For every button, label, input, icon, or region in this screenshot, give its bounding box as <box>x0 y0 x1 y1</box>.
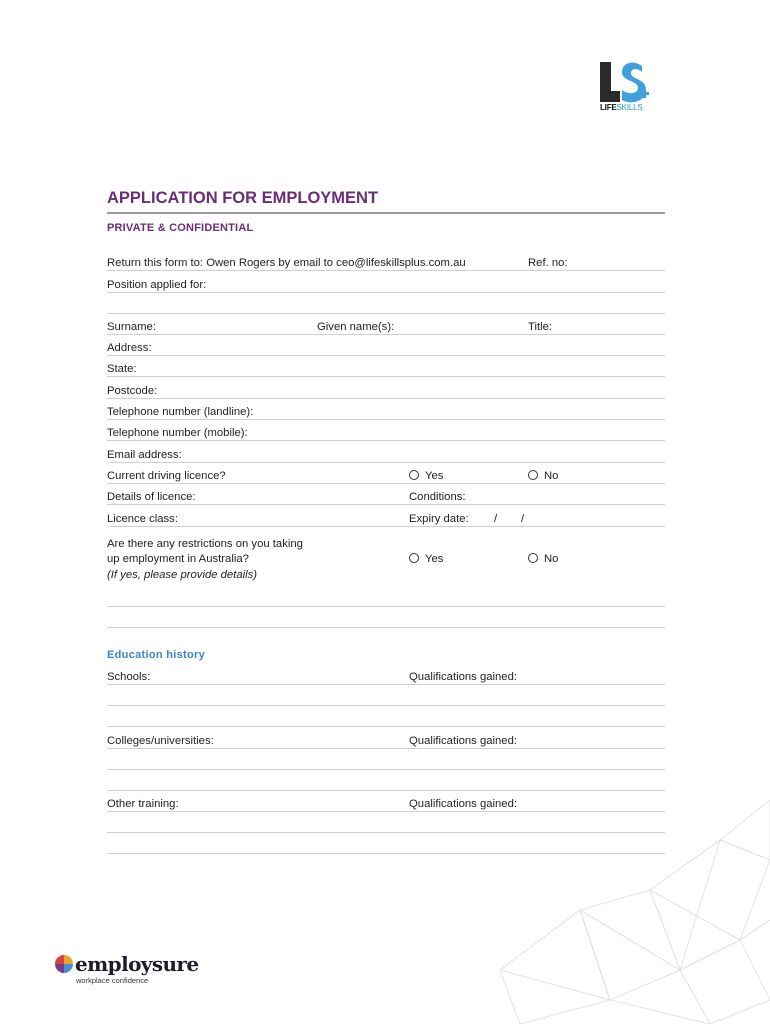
colleges-field[interactable] <box>107 790 665 791</box>
radio-icon[interactable] <box>409 553 419 563</box>
education-heading: Education history <box>107 649 205 661</box>
title-divider <box>107 212 665 214</box>
restrictions-no-label: No <box>544 553 559 565</box>
other-training-label: Other training: <box>107 798 179 810</box>
given-names-label: Given name(s): <box>317 321 395 333</box>
geometric-background-decoration <box>480 800 770 1024</box>
logo-skills: SKILLS <box>616 103 643 112</box>
radio-icon[interactable] <box>528 470 538 480</box>
postcode-field[interactable] <box>107 398 665 399</box>
other-qualifications-label: Qualifications gained: <box>409 798 518 810</box>
lifeskills-logo-text <box>600 103 642 112</box>
restrictions-no-option[interactable] <box>528 553 558 565</box>
restrictions-details-field[interactable] <box>107 627 665 628</box>
restrictions-question-1: Are there any restrictions on you taking <box>107 538 303 550</box>
colleges-qualifications-label: Qualifications gained: <box>409 735 518 747</box>
position-label: Position applied for: <box>107 279 207 291</box>
position-field[interactable] <box>107 292 665 293</box>
ref-no-label: Ref. no: <box>528 257 568 269</box>
colleges-field[interactable] <box>107 748 665 749</box>
driving-licence-divider <box>107 483 665 484</box>
position-field-extra[interactable] <box>107 313 665 314</box>
licence-details-field[interactable] <box>107 504 665 505</box>
name-field[interactable] <box>107 334 665 335</box>
tel-mobile-label: Telephone number (mobile): <box>107 427 248 439</box>
surname-label: Surname: <box>107 321 156 333</box>
page-title: APPLICATION FOR EMPLOYMENT <box>107 189 379 207</box>
colleges-field[interactable] <box>107 769 665 770</box>
return-instructions: Return this form to: Owen Rogers by email to ceo@lifeskillsplus.com.au <box>107 257 466 269</box>
employsure-tagline: workplace confidence <box>76 976 149 985</box>
date-separator: / <box>494 513 498 525</box>
details-licence-label: Details of licence: <box>107 491 196 503</box>
schools-field[interactable] <box>107 726 665 727</box>
licence-class-field[interactable] <box>107 526 665 527</box>
restrictions-details-field[interactable] <box>107 606 665 607</box>
schools-label: Schools: <box>107 671 151 683</box>
radio-icon[interactable] <box>409 470 419 480</box>
address-field[interactable] <box>107 355 665 356</box>
tel-landline-field[interactable] <box>107 419 665 420</box>
schools-field[interactable] <box>107 684 665 685</box>
expiry-date-label: Expiry date: <box>409 513 469 525</box>
postcode-label: Postcode: <box>107 385 158 397</box>
driving-licence-label: Current driving licence? <box>107 470 226 482</box>
restrictions-note: (If yes, please provide details) <box>107 569 258 581</box>
restrictions-yes-label: Yes <box>425 553 444 565</box>
tel-landline-label: Telephone number (landline): <box>107 406 254 418</box>
ref-no-field[interactable] <box>107 270 665 271</box>
email-label: Email address: <box>107 449 182 461</box>
colleges-label: Colleges/universities: <box>107 735 214 747</box>
employsure-brand: employsure <box>75 952 199 976</box>
date-separator: / <box>521 513 525 525</box>
tel-mobile-field[interactable] <box>107 440 665 441</box>
restrictions-question-2: up employment in Australia? <box>107 553 249 565</box>
licence-no-label: No <box>544 470 559 482</box>
state-label: State: <box>107 363 137 375</box>
schools-qualifications-label: Qualifications gained: <box>409 671 518 683</box>
licence-no-option[interactable] <box>528 470 558 482</box>
radio-icon[interactable] <box>528 553 538 563</box>
title-label: Title: <box>528 321 553 333</box>
licence-yes-option[interactable] <box>409 470 443 482</box>
confidential-label: PRIVATE & CONFIDENTIAL <box>107 222 254 234</box>
licence-yes-label: Yes <box>425 470 444 482</box>
state-field[interactable] <box>107 376 665 377</box>
restrictions-yes-option[interactable] <box>409 553 443 565</box>
logo-life: LIFE <box>600 103 617 112</box>
schools-field[interactable] <box>107 705 665 706</box>
licence-class-label: Licence class: <box>107 513 178 525</box>
email-field[interactable] <box>107 462 665 463</box>
address-label: Address: <box>107 342 152 354</box>
conditions-label: Conditions: <box>409 491 466 503</box>
employsure-logo-icon <box>55 955 73 973</box>
